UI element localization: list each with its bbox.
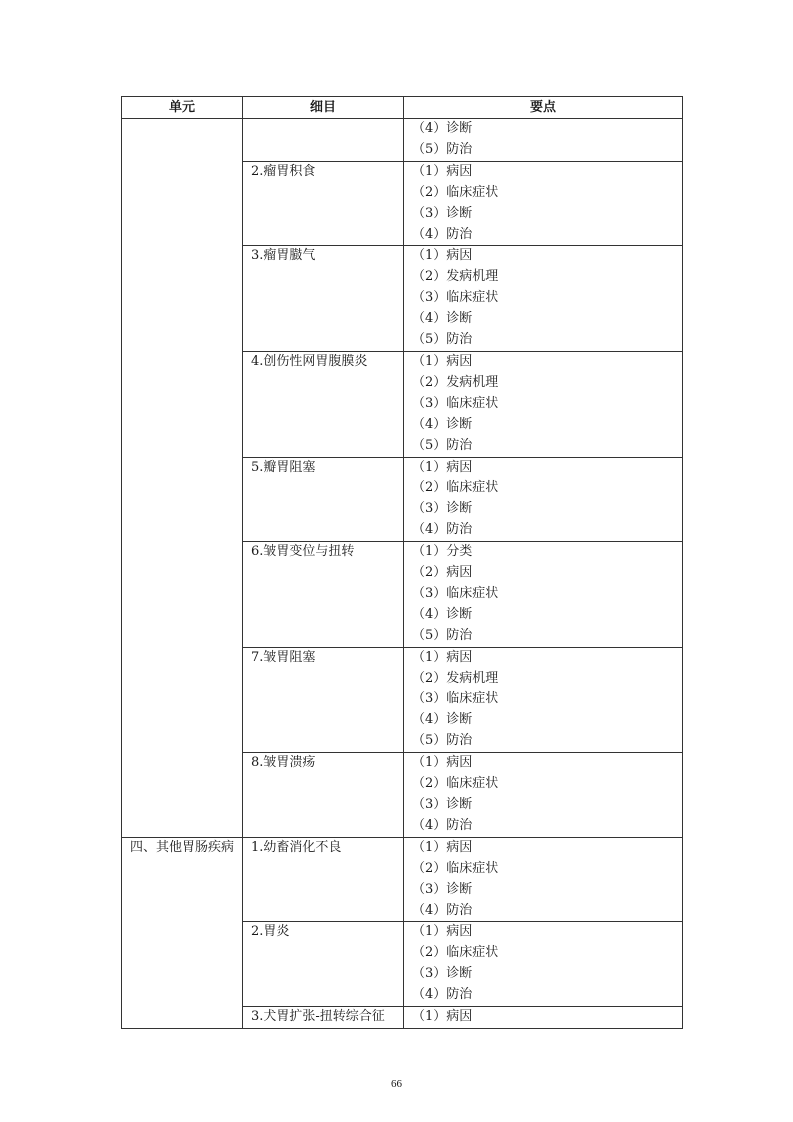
points-cell [404,351,683,457]
table-row [122,119,683,162]
point-item: （3）诊断 [412,205,473,221]
page-number: 66 [391,1078,402,1090]
item-cell: 1.幼畜消化不良 [243,837,404,922]
point-item: （1）病因 [412,163,473,179]
points-cell [404,542,683,648]
point-item: （2）临床症状 [412,184,499,200]
point-item: （5）防治 [412,332,473,348]
unit-cell: 四、其他胃肠疾病 [122,837,243,1028]
point-item: （1）病因 [412,755,473,771]
points-cell [404,922,683,1007]
header-points: 要点 [404,97,683,119]
header-item: 细目 [243,97,404,119]
item-cell: 3.瘤胃臌气 [243,246,404,352]
item-cell: 5.瓣胃阻塞 [243,457,404,542]
point-item: （3）临床症状 [412,691,499,707]
point-item: （2）临床症状 [412,945,499,961]
points-cell [404,837,683,922]
table-body [122,119,683,1029]
point-item: （2）临床症状 [412,480,499,496]
unit-cell [122,119,243,838]
item-cell [243,119,404,162]
point-item: （1）病因 [412,924,473,940]
point-item: （5）防治 [412,437,473,453]
point-item: （2）发病机理 [412,670,499,686]
points-cell [404,161,683,246]
point-item: （2）发病机理 [412,374,499,390]
point-item: （5）防治 [412,627,473,643]
points-cell [404,119,683,162]
point-item: （1）分类 [412,544,473,560]
point-item: （1）病因 [412,1009,473,1025]
point-item: （2）临床症状 [412,776,499,792]
point-item: （3）临床症状 [412,290,499,306]
item-cell: 2.胃炎 [243,922,404,1007]
point-item: （4）防治 [412,902,473,918]
point-item: （4）诊断 [412,311,473,327]
point-item: （1）病因 [412,248,473,264]
point-item: （4）诊断 [412,416,473,432]
point-item: （3）诊断 [412,501,473,517]
points-cell [404,457,683,542]
point-item: （4）防治 [412,987,473,1003]
item-cell: 7.皱胃阻塞 [243,647,404,753]
point-item: （1）病因 [412,459,473,475]
point-item: （2）临床症状 [412,860,499,876]
point-item: （1）病因 [412,839,473,855]
table-row [122,837,683,922]
point-item: （5）防治 [412,733,473,749]
point-item: （2）发病机理 [412,269,499,285]
points-cell [404,647,683,753]
point-item: （4）诊断 [412,121,473,136]
point-item: （5）防治 [412,141,473,157]
point-item: （3）诊断 [412,797,473,812]
item-cell: 4.创伤性网胃腹膜炎 [243,351,404,457]
table-header-row [122,97,683,119]
point-item: （3）临床症状 [412,395,499,411]
points-cell [404,246,683,352]
header-unit: 单元 [122,97,243,119]
item-cell: 3.犬胃扩张-扭转综合征 [243,1007,404,1029]
syllabus-table [121,96,683,1029]
point-item: （3）诊断 [412,881,473,897]
point-item: （1）病因 [412,353,473,369]
points-cell [404,753,683,838]
point-item: （4）诊断 [412,712,473,728]
point-item: （2）病因 [412,565,473,581]
point-item: （1）病因 [412,649,473,665]
point-item: （3）临床症状 [412,585,499,601]
point-item: （3）诊断 [412,966,473,982]
point-item: （4）诊断 [412,606,473,622]
point-item: （4）防治 [412,226,473,242]
item-cell: 6.皱胃变位与扭转 [243,542,404,648]
item-cell: 8.皱胃溃疡 [243,753,404,838]
point-item: （4）防治 [412,817,473,833]
points-cell [404,1007,683,1029]
point-item: （4）防治 [412,522,473,538]
item-cell: 2.瘤胃积食 [243,161,404,246]
